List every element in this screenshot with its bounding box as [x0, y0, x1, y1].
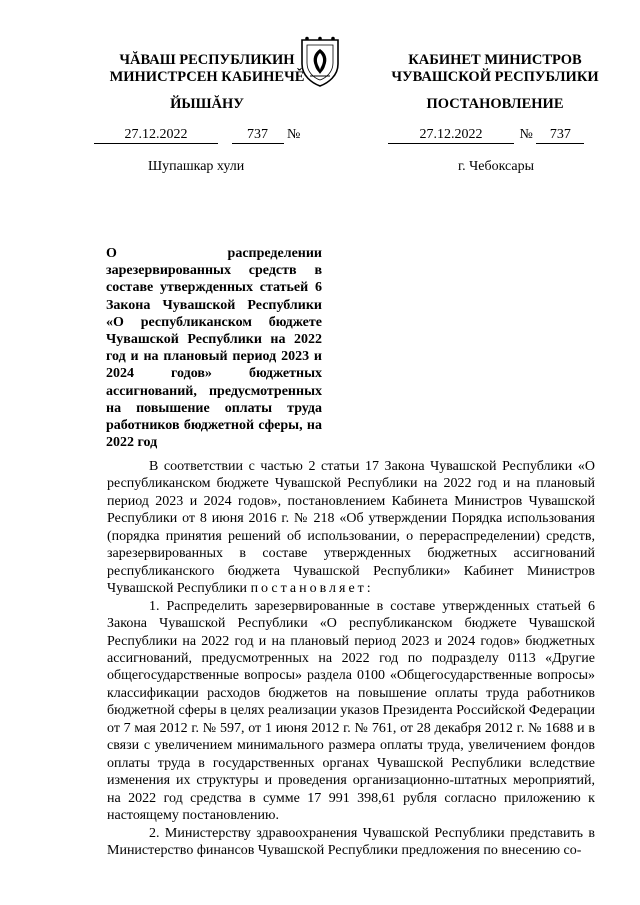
paragraph-2: 2. Министерству здравоохранения Чувашской Республики представить в Министерство финансов Чувашской Республики предложения по внесению со-: [107, 825, 595, 858]
preamble-text: В соответствии с частью 2 статьи 17 Закона Чувашской Республики «О республиканском бюджете Чувашской Республики на 2022 год и на плановый период 2023 и 2024 годов», постановлением Кабинета Министров Чувашской Республики от 8 июня 2016 г. № 218 «Об утверждении Порядка использования (порядка принятия решений об использовании, о перераспределении) средств, зарезервированных в составе утвержденных бюджетных ассигнований республиканского бюджета Чувашской Республики» Кабинет Министров Чувашской Республики: [107, 459, 595, 597]
left-org-line2: МИНИСТРСЕН КАБИНЕЧĚ: [109, 69, 305, 85]
right-org-name: [370, 52, 620, 86]
decree-word: постановляет:: [250, 581, 374, 597]
left-number-sign: №: [287, 127, 301, 142]
right-date: 27.12.2022: [388, 127, 514, 144]
preamble-paragraph: [107, 458, 595, 598]
left-date: 27.12.2022: [94, 127, 218, 144]
left-place: Шупашкар хули: [148, 159, 245, 174]
right-doc-type: ПОСТАНОВЛЕНИЕ: [426, 96, 564, 112]
document-title: О распределении зарезервированных средств в составе утвержденных статьей 6 Закона Чувашской Республики «О республиканском бюджете Чувашской Республики на 2022 год и на плановый период 2023 и 2024 годов» бюджетных ассигнований, предусмотренных на повышение оплаты труда работников бюджетной сферы, на 2022 год: [106, 246, 322, 451]
left-org-line1: ЧĂВАШ РЕСПУБЛИКИН: [119, 52, 295, 68]
right-place: г. Чебоксары: [458, 159, 535, 174]
document-body: [107, 458, 595, 859]
left-doc-type: ЙЫШĂНУ: [170, 96, 244, 112]
paragraph-1: 1. Распределить зарезервированные в составе утвержденных статьей 6 Закона Чувашской Республики «О республиканском бюджете Чувашской Республики на 2022 год и на плановый период 2023 и 2024 годов» бюджетных ассигнований, предусмотренных на 2022 год по подразделу 0113 «Другие общегосударственные вопросы» раздела 0100 «Общегосударственные вопросы» классификации расходов бюджетов на повышение оплаты труда работников бюджетной сферы в целях реализации указов Президента Российской Федерации от 7 мая 2012 г. № 597, от 1 июня 2012 г. № 761, от 28 декабря 2012 г. № 1688 и в связи с увеличением минимального размера оплаты труда, увеличением фондов оплаты труда в государственных органах Чувашской Республики вследствие изменения их структуры и проведения организационно-штатных мероприятий, на 2022 год средства в сумме 17 991 398,61 рубля согласно приложению к настоящему постановлению.: [107, 598, 595, 824]
right-number: 737: [536, 127, 584, 144]
left-date-number: [94, 127, 300, 144]
chuvash-emblem-icon: [298, 36, 342, 88]
left-number: 737: [232, 127, 284, 144]
right-org-line2: ЧУВАШСКОЙ РЕСПУБЛИКИ: [391, 69, 599, 85]
right-org-line1: КАБИНЕТ МИНИСТРОВ: [408, 52, 582, 68]
right-number-sign: №: [519, 127, 533, 142]
left-org-name: [82, 52, 332, 86]
right-date-number: [388, 127, 584, 144]
